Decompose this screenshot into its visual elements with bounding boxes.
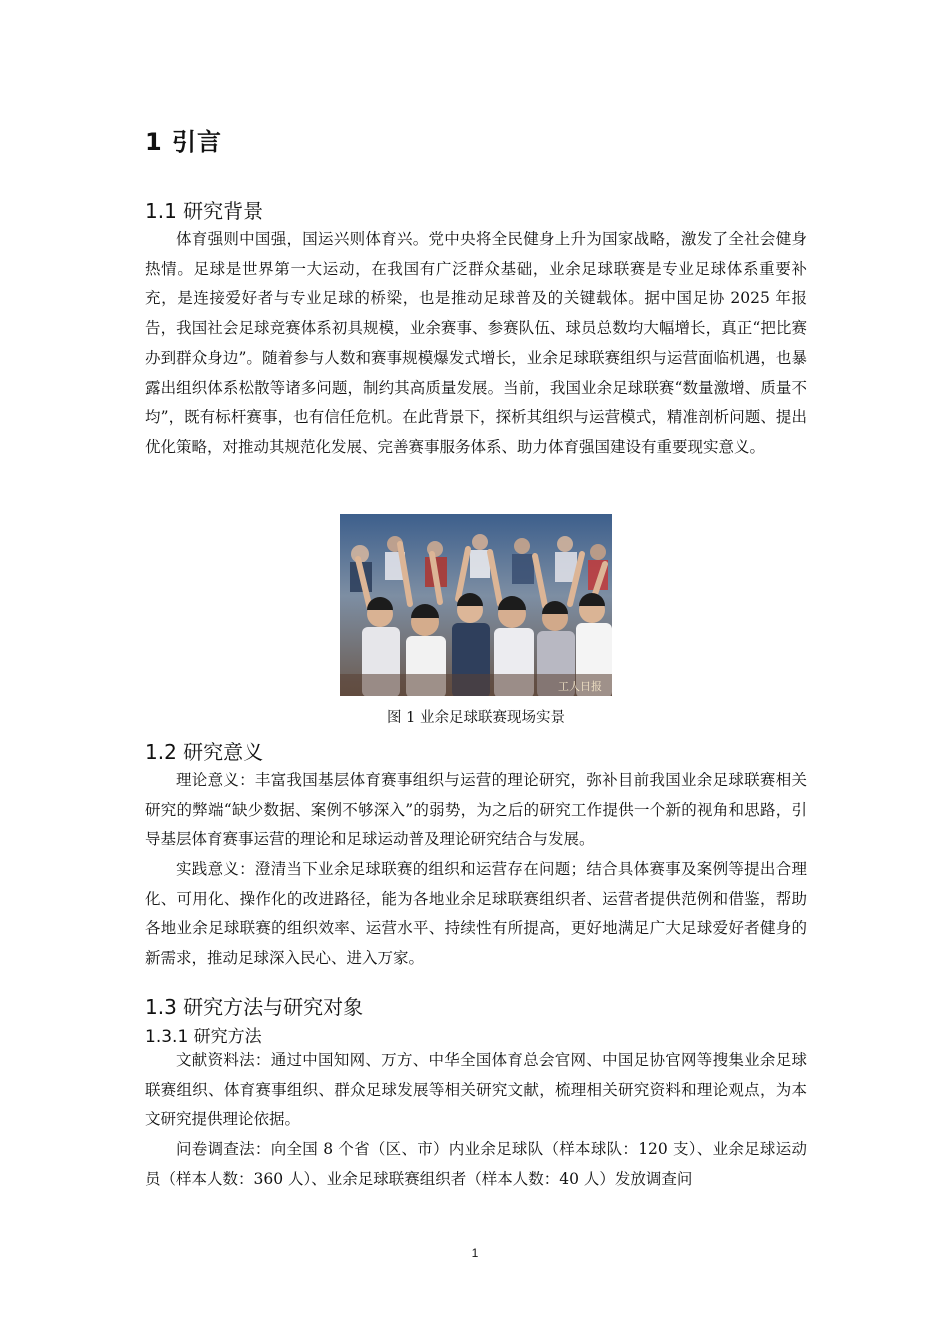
- theory-significance-paragraph: 理论意义：丰富我国基层体育赛事组织与运营的理论研究，弥补目前我国业余足球联赛相关研究的弊端“缺少数据、案例不够深入”的弱势，为之后的研究工作提供一个新的视角和思路，引导基层体育赛事运营的理论和足球运动普及理论研究结合与发展。: [145, 771, 807, 849]
- crowd-photo: [340, 514, 612, 696]
- section-heading-1-1: 1.1 研究背景: [145, 199, 264, 223]
- crowd-photo-illustration: [340, 514, 612, 696]
- figure-caption: 图 1 业余足球联赛现场实景: [387, 710, 565, 726]
- survey-method-paragraph: 问卷调查法：向全国 8 个省（区、市）内业余足球队（样本球队：120 支）、业余足球运动员（样本人数：360 人）、业余足球联赛组织者（样本人数：40 人）发放调查问: [145, 1140, 807, 1188]
- section-heading-1-2: 1.2 研究意义: [145, 740, 264, 764]
- photo-watermark: 工人日报: [558, 680, 602, 693]
- page-number: 1: [471, 1246, 479, 1260]
- practice-significance-paragraph: 实践意义：澄清当下业余足球联赛的组织和运营存在问题；结合具体赛事及案例等提出合理化、可用化、操作化的改进路径，能为各地业余足球联赛组织者、运营者提供范例和借鉴，帮助各地业余足球联赛的组织效率、运营水平、持续性有所提高，更好地满足广大足球爱好者健身的新需求，推动足球深入民心、进入万家。: [145, 860, 807, 968]
- section-heading-1-3: 1.3 研究方法与研究对象: [145, 995, 364, 1019]
- background-paragraph: 体育强则中国强，国运兴则体育兴。党中央将全民健身上升为国家战略，激发了全社会健身热情。足球是世界第一大运动，在我国有广泛群众基础，业余足球联赛是专业足球体系重要补充，是连接爱好者与专业足球的桥梁，也是推动足球普及的关键载体。据中国足协 2025 年报告，我国社会足球竞赛体系初具规模，业余赛事、参赛队伍、球员总数均大幅增长，真正“把比赛办到群众身边”。随着参与人数和赛事规模爆发式增长，业余足球联赛组织与运营面临机遇，也暴露出组织体系松散等诸多问题，制约其高质量发展。当前，我国业余足球联赛“数量激增、质量不均”，既有标杆赛事，也有信任危机。在此背景下，探析其组织与运营模式，精准剖析问题、提出优化策略，对推动其规范化发展、完善赛事服务体系、助力体育强国建设有重要现实意义。: [145, 230, 807, 456]
- literature-method-paragraph: 文献资料法：通过中国知网、万方、中华全国体育总会官网、中国足协官网等搜集业余足球联赛组织、体育赛事组织、群众足球发展等相关研究文献，梳理相关研究资料和理论观点，为本文研究提供理论依据。: [145, 1051, 807, 1129]
- subsection-heading-1-3-1: 1.3.1 研究方法: [145, 1027, 262, 1047]
- chapter-heading: 1 引言: [145, 128, 223, 156]
